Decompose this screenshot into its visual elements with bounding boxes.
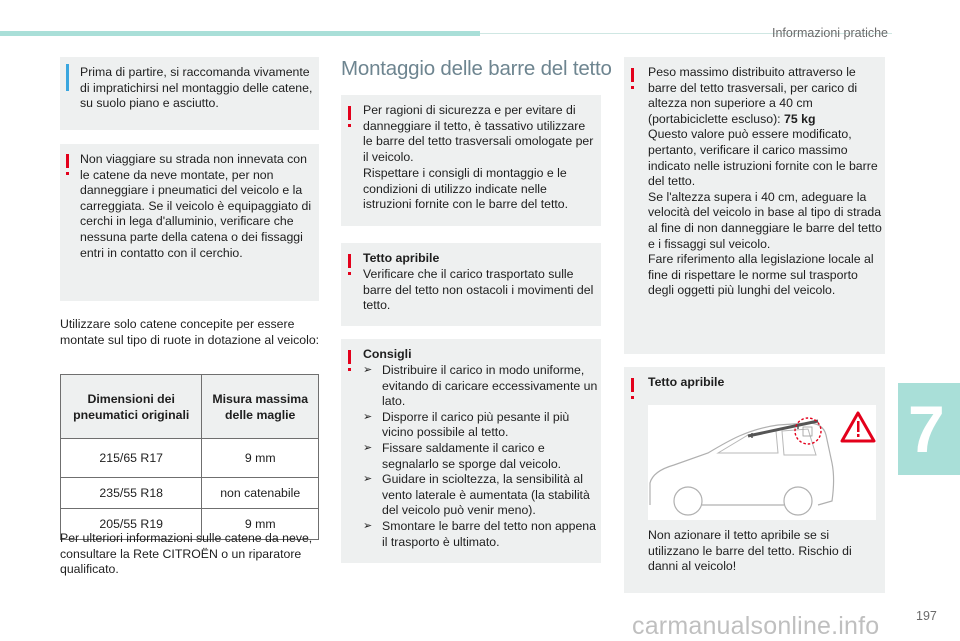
tip-text: Distribuire il carico in modo uniforme, evitando di caricare eccessivamente un lato. xyxy=(382,363,598,409)
warning-icon xyxy=(348,350,351,364)
table-cell: 9 mm xyxy=(202,509,319,540)
safety-note-text: Per ragioni di sicurezza e per evitare di danneggiare il tetto, è tassativo utilizzare le barre del tetto trasversali omologate per il veicolo. xyxy=(363,103,594,164)
bullet-icon: ➢ xyxy=(363,364,373,376)
header-accent-bar xyxy=(0,31,480,36)
tip-text: Smontare le barre del tetto non appena il trasporto è ultimato. xyxy=(382,518,596,549)
tips-box xyxy=(341,339,601,563)
load-text-3: Se l'altezza supera i 40 cm, adeguare la velocità del veicolo in base al tipo di strada al fine di non danneggiare le barre del tetto e i fissaggi sul veicolo. xyxy=(648,189,882,251)
sunroof-warning-title: Tetto apribile xyxy=(648,375,725,389)
info-icon xyxy=(66,64,69,91)
car-roof-illustration xyxy=(648,405,876,520)
sunroof-text: Verificare che il carico trasportato sulle barre del tetto non ostacoli i movimenti del tetto. xyxy=(363,267,594,313)
list-item xyxy=(363,410,599,441)
load-text-2: Questo valore può essere modificato, pertanto, verificare il carico massimo indicato nelle istruzioni fornite con le barre del tetto. xyxy=(648,127,878,189)
warning-icon xyxy=(631,378,634,392)
tip-text: Guidare in scioltezza, la sensibilità al vento laterale è aumentata (la stabilità del veicolo può venir meno). xyxy=(382,472,590,518)
table-row xyxy=(61,439,319,478)
table-cell: non catenabile xyxy=(202,478,319,509)
warning-icon xyxy=(66,154,69,168)
list-item xyxy=(363,519,599,550)
section-title: Informazioni pratiche xyxy=(771,26,888,40)
table-header-row xyxy=(61,375,319,439)
tip-text: Disporre il carico più pesante il più vicino possibile al tetto. xyxy=(382,409,570,440)
bullet-icon: ➢ xyxy=(363,473,373,486)
table-cell: 205/55 R19 xyxy=(61,509,202,540)
table-cell: 9 mm xyxy=(202,439,319,478)
chapter-number: 7 xyxy=(908,392,945,466)
warning-icon xyxy=(348,106,351,120)
tips-title: Consigli xyxy=(363,347,412,361)
bullet-icon: ➢ xyxy=(363,441,373,454)
page-title: Montaggio delle barre del tetto xyxy=(341,57,612,80)
list-item xyxy=(363,472,599,519)
table-cell: 235/55 R18 xyxy=(61,478,202,509)
warning-icon xyxy=(631,68,634,82)
car-illustration-icon xyxy=(648,405,876,520)
list-item xyxy=(363,363,599,410)
info-note-box xyxy=(60,57,319,130)
load-text-4: Fare riferimento alla legislazione locale al fine di rispettare le norme sul trasporto degli oggetti più lunghi del veicolo. xyxy=(648,252,874,298)
tip-text: Fissare saldamente il carico e segnalarlo se sporge dal veicolo. xyxy=(382,440,562,471)
table-row xyxy=(61,478,319,509)
sunroof-title: Tetto apribile xyxy=(363,251,440,265)
watermark: carmanualsonline.info xyxy=(632,612,880,640)
table-header-cell: Dimensioni dei pneumatici originali xyxy=(61,375,202,439)
info-note-text: Prima di partire, si raccomanda vivamente di impratichirsi nel montaggio delle catene, su suolo piano e asciutto. xyxy=(80,65,313,111)
load-text-1 xyxy=(648,65,882,127)
warning-note-text: Non viaggiare su strada non innevata con le catene da neve montate, per non danneggiare i pneumatici del veicolo e la carreggiata. Se il veicolo è equipaggiato di cerchi in lega d'alluminio, verificare che nessuna parte della catena o dei fissaggi entri in contatto con il cerchio. xyxy=(80,152,312,260)
load-value: 75 kg xyxy=(784,111,816,126)
sunroof-warning-text: Non azionare il tetto apribile se si utilizzano le barre del tetto. Rischio di danni al veicolo! xyxy=(648,528,852,574)
chains-table xyxy=(60,374,319,540)
page-number: 197 xyxy=(916,609,937,623)
warning-note-box xyxy=(60,144,319,301)
chains-footer: Per ulteriori informazioni sulle catene da neve, consultare la Rete CITROËN o un riparatore qualificato. xyxy=(60,531,313,577)
safety-note-box xyxy=(341,95,601,226)
sunroof-note-box xyxy=(341,243,601,326)
chains-intro: Utilizzare solo catene concepite per essere montate sul tipo di ruote in dotazione al veicolo: xyxy=(60,317,320,347)
table-header-cell: Misura massima delle maglie xyxy=(202,375,319,439)
tips-list xyxy=(363,363,599,550)
safety-note-text-2: Rispettare i consigli di montaggio e le condizioni di utilizzo indicate nelle istruzioni fornite con le barre del tetto. xyxy=(363,166,569,212)
bullet-icon: ➢ xyxy=(363,519,373,532)
load-note-text xyxy=(648,65,882,299)
table-cell: 215/65 R17 xyxy=(61,439,202,478)
load-text-1-body: Peso massimo distribuito attraverso le barre del tetto trasversali, per carico di altezza non superiore a 40 cm (portabiciclette escluso): xyxy=(648,65,858,126)
list-item xyxy=(363,441,599,472)
load-note-box xyxy=(624,57,885,354)
chapter-tab xyxy=(898,383,960,475)
bullet-icon: ➢ xyxy=(363,410,373,423)
warning-icon xyxy=(348,254,351,268)
